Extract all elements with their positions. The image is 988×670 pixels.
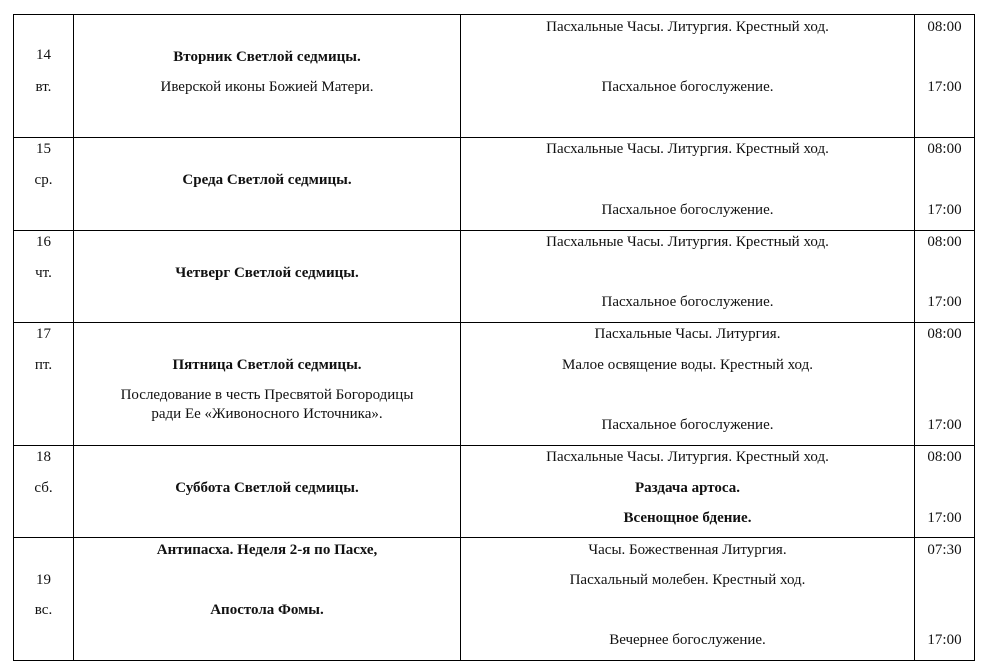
service-line: Пасхальные Часы. Литургия. Крестный ход. — [546, 449, 829, 465]
service-line: Пасхальное богослужение. — [601, 417, 774, 433]
service-time: 08:00 — [927, 234, 962, 250]
day-number: 19 — [36, 572, 51, 588]
feast-title: Суббота Светлой седмицы. — [175, 480, 359, 496]
feast-title: Четверг Светлой седмицы. — [175, 265, 359, 281]
service-time: 17:00 — [927, 294, 962, 310]
service-time: 08:00 — [927, 19, 962, 35]
feast-cell — [74, 538, 461, 661]
services-cell — [461, 231, 915, 323]
service-time: 17:00 — [927, 79, 962, 95]
feast-title: Среда Светлой седмицы. — [182, 172, 352, 188]
service-time: 17:00 — [927, 510, 962, 526]
services-cell — [461, 446, 915, 538]
services-cell — [461, 538, 915, 661]
service-line: Пасхальное богослужение. — [601, 79, 774, 95]
service-line: Пасхальное богослужение. — [601, 294, 774, 310]
service-time: 17:00 — [927, 417, 962, 433]
table-row — [14, 446, 975, 538]
service-time: 08:00 — [927, 326, 962, 342]
service-line: Вечернее богослужение. — [609, 632, 766, 648]
feast-cell — [74, 138, 461, 231]
service-line: Пасхальные Часы. Литургия. Крестный ход. — [546, 141, 829, 157]
service-time: 17:00 — [927, 632, 962, 648]
service-line: Малое освящение воды. Крестный ход. — [562, 357, 813, 373]
feast-note: ради Ее «Живоносного Источника». — [151, 406, 383, 422]
service-line: Пасхальные Часы. Литургия. Крестный ход. — [546, 234, 829, 250]
service-line: Пасхальный молебен. Крестный ход. — [569, 572, 806, 588]
time-cell — [915, 323, 975, 446]
feast-note: Иверской иконы Божией Матери. — [160, 79, 374, 95]
weekday: вс. — [34, 602, 53, 618]
day-number: 16 — [36, 234, 51, 250]
service-line: Часы. Божественная Литургия. — [588, 542, 787, 558]
services-cell — [461, 15, 915, 138]
feast-cell — [74, 15, 461, 138]
time-cell — [915, 446, 975, 538]
service-time: 17:00 — [927, 202, 962, 218]
time-cell — [915, 15, 975, 138]
feast-cell — [74, 446, 461, 538]
service-line: Пасхальные Часы. Литургия. Крестный ход. — [546, 19, 829, 35]
date-cell — [14, 138, 74, 231]
table-row — [14, 231, 975, 323]
table-row — [14, 538, 975, 661]
feast-title: Антипасха. Неделя 2-я по Пасхе, — [156, 542, 378, 558]
weekday: ср. — [34, 172, 53, 188]
feast-note: Последование в честь Пресвятой Богородицы — [120, 387, 414, 403]
services-cell — [461, 138, 915, 231]
service-time: 07:30 — [927, 542, 962, 558]
table-row — [14, 15, 975, 138]
feast-cell — [74, 231, 461, 323]
feast-title: Пятница Светлой седмицы. — [172, 357, 362, 373]
time-cell — [915, 538, 975, 661]
feast-title: Апостола Фомы. — [210, 602, 324, 618]
day-number: 17 — [36, 326, 51, 342]
service-line: Раздача артоса. — [634, 480, 741, 496]
service-time: 08:00 — [927, 141, 962, 157]
date-cell — [14, 323, 74, 446]
date-cell — [14, 15, 74, 138]
service-time: 08:00 — [927, 449, 962, 465]
time-cell — [915, 138, 975, 231]
table-row — [14, 138, 975, 231]
weekday: вт. — [35, 79, 52, 95]
schedule-table — [13, 14, 975, 661]
services-cell — [461, 323, 915, 446]
time-cell — [915, 231, 975, 323]
date-cell — [14, 538, 74, 661]
table-row — [14, 323, 975, 446]
weekday: сб. — [34, 480, 53, 496]
day-number: 18 — [36, 449, 51, 465]
feast-cell — [74, 323, 461, 446]
service-line: Пасхальное богослужение. — [601, 202, 774, 218]
date-cell — [14, 446, 74, 538]
service-line: Всенощное бдение. — [623, 510, 752, 526]
date-cell — [14, 231, 74, 323]
feast-title: Вторник Светлой седмицы. — [173, 49, 361, 65]
service-line: Пасхальные Часы. Литургия. — [594, 326, 781, 342]
weekday: пт. — [34, 357, 53, 373]
weekday: чт. — [35, 265, 52, 281]
day-number: 15 — [36, 141, 51, 157]
day-number: 14 — [36, 47, 51, 63]
